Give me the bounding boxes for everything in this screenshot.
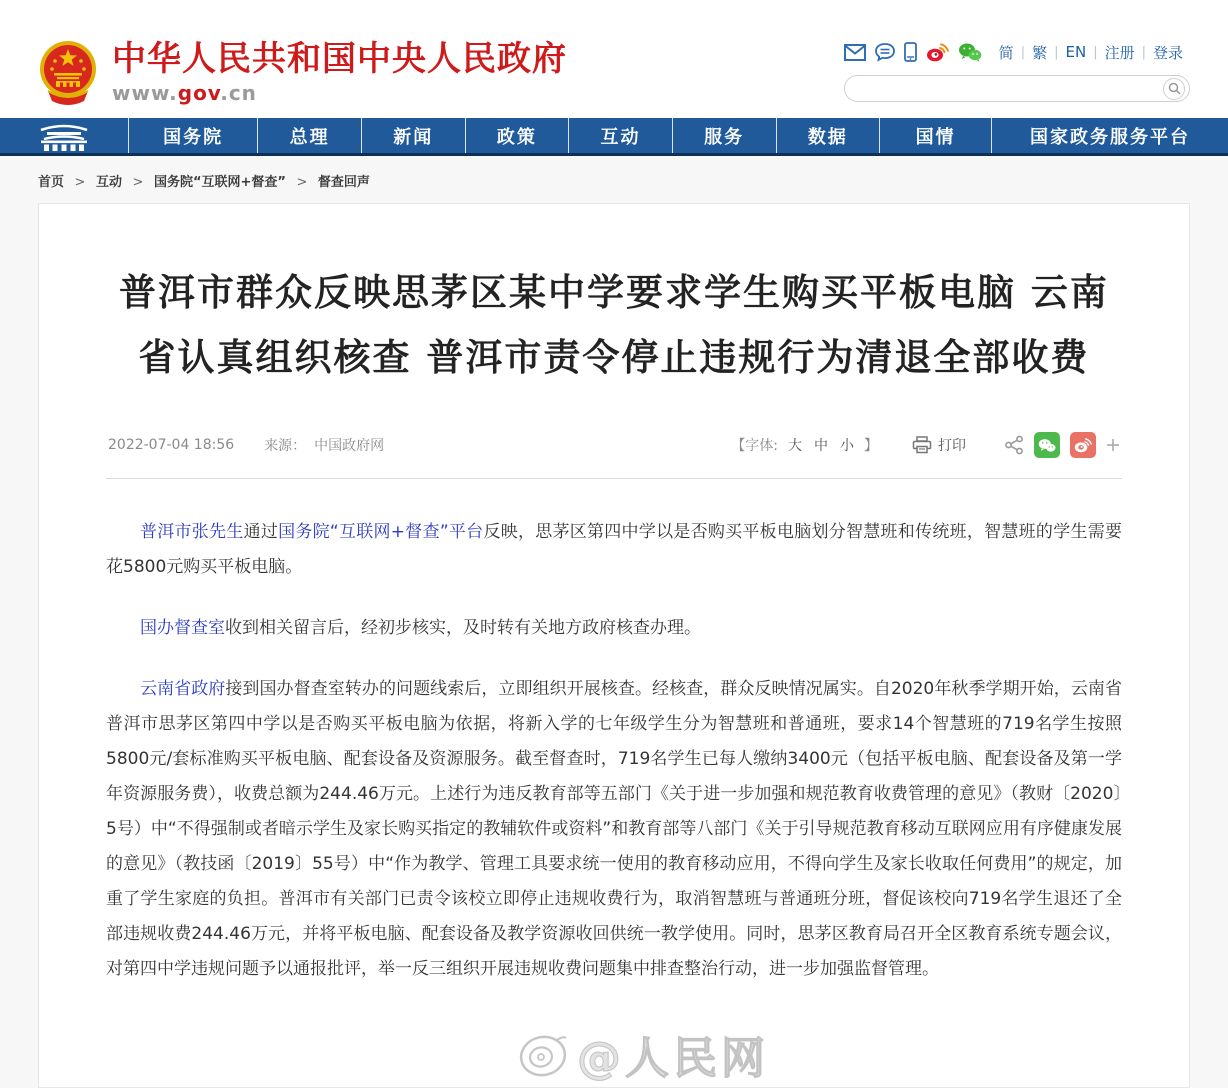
lang-english[interactable]: EN <box>1065 43 1087 61</box>
nav-home-tiananmen-icon[interactable] <box>0 118 128 153</box>
font-size-small-button[interactable]: 小 <box>840 438 854 454</box>
wechat-icon[interactable] <box>958 42 982 62</box>
yunnan-gov-link[interactable]: 云南省政府 <box>140 679 226 699</box>
separator: | <box>1141 44 1146 60</box>
weibo-icon[interactable] <box>926 42 949 62</box>
paragraph-text: 收到相关留言后，经初步核实，及时转有关地方政府核查办理。 <box>225 618 701 638</box>
national-emblem-icon <box>38 39 98 105</box>
url-suffix: .cn <box>220 80 257 105</box>
separator: | <box>1054 44 1059 60</box>
message-icon[interactable] <box>875 43 895 62</box>
article-meta <box>108 435 384 455</box>
quick-icons <box>844 42 982 62</box>
nav-item-premier[interactable]: 总理 <box>257 118 361 153</box>
url-prefix: www. <box>112 80 178 105</box>
font-size-label-close: 】 <box>864 438 878 454</box>
nav-item-interaction[interactable]: 互动 <box>568 118 672 153</box>
paragraph <box>106 611 1122 646</box>
print-label: 打印 <box>938 438 966 454</box>
mobile-icon[interactable] <box>904 42 917 62</box>
paragraph <box>106 672 1122 987</box>
nav-item-news[interactable]: 新闻 <box>361 118 465 153</box>
more-share-icon[interactable] <box>1106 438 1120 452</box>
font-size-label: 【字体: <box>731 438 778 454</box>
supervision-office-link[interactable]: 国办督查室 <box>140 618 225 638</box>
breadcrumb-separator: > <box>132 175 144 190</box>
paragraph-text: 反映，思茅区第四中学以是否购买平板电脑划分智慧班和传统班，智慧班的学生需要花5800元购买平板电脑。 <box>106 522 1122 577</box>
url-mid: gov <box>177 80 221 105</box>
separator: | <box>1020 44 1026 60</box>
share-weibo-icon[interactable] <box>1070 432 1096 458</box>
peoples-daily-camera-icon <box>517 1030 569 1078</box>
separator: | <box>1093 44 1098 60</box>
nav-item-gov-service-platform[interactable]: 国家政务服务平台 <box>991 118 1228 153</box>
breadcrumb-separator: > <box>296 175 308 190</box>
lang-traditional[interactable]: 繁 <box>1032 43 1048 62</box>
login-link[interactable]: 登录 <box>1152 43 1183 62</box>
paragraph <box>106 515 1122 585</box>
search-icon <box>1168 82 1181 95</box>
nav-item-data[interactable]: 数据 <box>776 118 880 153</box>
complainant-link[interactable]: 普洱市张先生 <box>140 522 244 542</box>
site-url <box>112 81 567 105</box>
source-value: 中国政府网 <box>314 438 385 454</box>
article-card <box>38 203 1190 1088</box>
header-right <box>844 40 1190 118</box>
search-button[interactable] <box>1163 78 1185 100</box>
source-label: 来源： <box>264 438 307 454</box>
font-size-large-button[interactable]: 大 <box>788 438 802 454</box>
paragraph-text: 通过 <box>243 522 279 542</box>
nav-item-policy[interactable]: 政策 <box>465 118 569 153</box>
page-background <box>0 156 1228 1088</box>
share-wechat-icon[interactable] <box>1034 432 1060 458</box>
print-button[interactable] <box>912 435 966 455</box>
share-icon[interactable] <box>1004 435 1024 455</box>
register-link[interactable]: 注册 <box>1104 43 1135 62</box>
nav-item-services[interactable]: 服务 <box>672 118 776 153</box>
search-box <box>844 75 1190 102</box>
article-tools <box>731 432 1120 458</box>
nav-item-state-council[interactable]: 国务院 <box>128 118 257 153</box>
breadcrumb-interaction[interactable]: 互动 <box>95 175 122 190</box>
article-meta-row <box>106 432 1122 479</box>
nav-item-national-conditions[interactable]: 国情 <box>879 118 991 153</box>
font-size-medium-button[interactable]: 中 <box>814 438 828 454</box>
mail-icon[interactable] <box>844 44 866 61</box>
language-switcher <box>992 42 1190 63</box>
breadcrumb-separator: > <box>74 175 86 190</box>
site-header <box>0 0 1228 118</box>
site-title: 中华人民共和国中央人民政府 <box>112 38 567 79</box>
watermark <box>517 1022 769 1086</box>
breadcrumb <box>0 156 1228 203</box>
breadcrumb-internet-supervision[interactable]: 国务院“互联网+督查” <box>153 175 286 190</box>
search-input[interactable] <box>857 80 1163 97</box>
breadcrumb-current: 督查回声 <box>317 175 370 190</box>
breadcrumb-home[interactable]: 首页 <box>38 175 65 190</box>
share-group <box>1004 432 1120 458</box>
supervision-platform-link[interactable]: 国务院“互联网+督查”平台 <box>278 522 484 542</box>
lang-simplified[interactable]: 简 <box>998 43 1014 62</box>
article-body <box>106 479 1122 987</box>
site-logo[interactable] <box>38 26 567 118</box>
main-nav <box>0 118 1228 156</box>
printer-icon <box>912 436 932 454</box>
publish-datetime: 2022-07-04 18:56 <box>108 437 235 453</box>
watermark-text: @人民网 <box>577 1033 769 1084</box>
paragraph-text: 接到国办督查室转办的问题线索后，立即组织开展核查。经核查，群众反映情况属实。自2020年秋季学期开始，云南省普洱市思茅区第四中学以是否购买平板电脑为依据，将新入学的七年级学生分为智慧班和普通班，要求14个智慧班的719名学生按照5800元/套标准购买平板电脑、配套设备及资源服务。截至督查时，719名学生已每人缴纳3400元（包括平板电脑、配套设备及第一学年资源服务费），收费总额为244.46万元。上述行为违反教育部等五部门《关于进一步加强和规范教育收费管理的意见》（教财〔2020〕5号）中“不得强制或者暗示学生及家长购买指定的教辅软件或资料”和教育部等八部门《关于引导规范教育移动互联网应用有序健康发展的意见》（教技函〔2019〕55号）中“作为教学、管理工具要求统一使用的教育移动应用，不得向学生及家长收取任何费用”的规定，加重了学生家庭的负担。普洱市有关部门已责令该校立即停止违规收费行为，取消智慧班与普通班分班，督促该校向719名学生退还了全部违规收费244.46万元，并将平板电脑、配套设备及教学资源收回供统一教学使用。同时，思茅区教育局召开全区教育系统专题会议，对第四中学违规问题予以通报批评，举一反三组织开展违规收费问题集中排查整治行动，进一步加强监督管理。 <box>106 679 1123 979</box>
article-title: 普洱市群众反映思茅区某中学要求学生购买平板电脑 云南省认真组织核查 普洱市责令停止违规行为清退全部收费 <box>119 271 1109 379</box>
